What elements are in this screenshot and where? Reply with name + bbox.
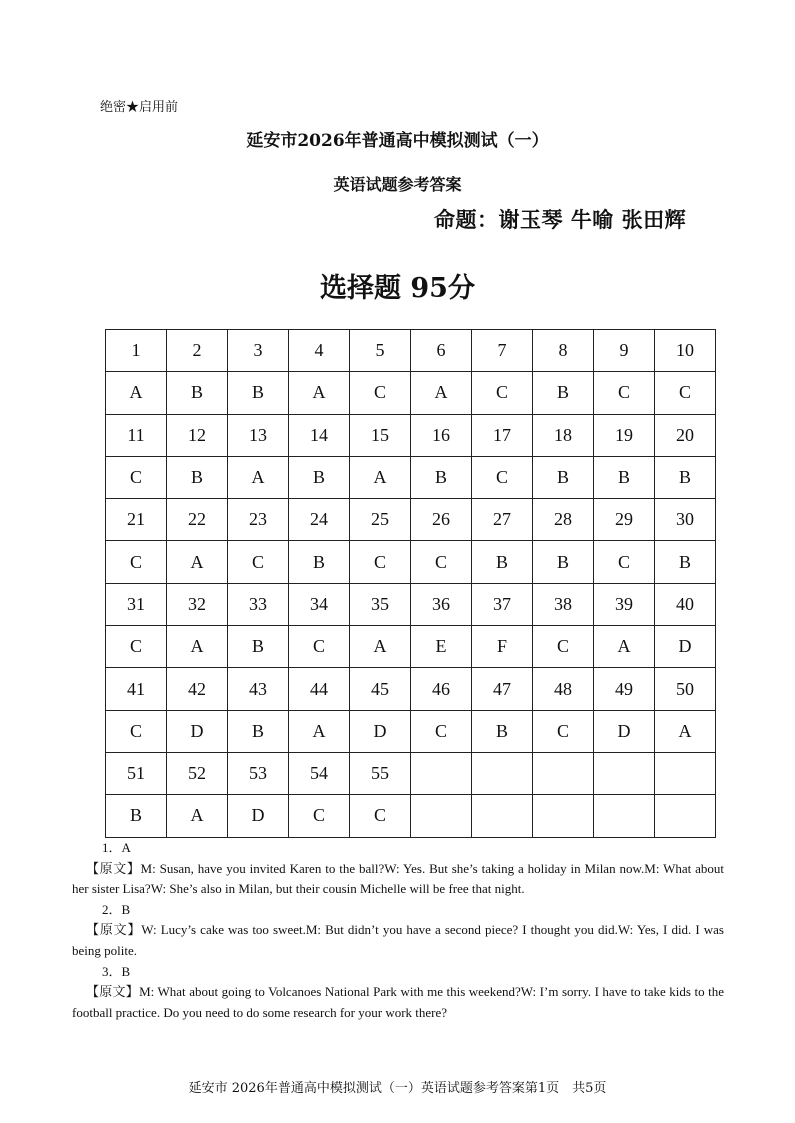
answer-cell: C: [655, 372, 716, 414]
question-number-cell: 41: [106, 668, 167, 710]
answer-cell: A: [167, 626, 228, 668]
question-number-cell: 54: [289, 752, 350, 794]
question-number-cell: 26: [411, 499, 472, 541]
question-number-cell: 1: [106, 330, 167, 372]
answer-cell: C: [350, 795, 411, 837]
question-number-cell: 29: [594, 499, 655, 541]
question-number-cell: 34: [289, 583, 350, 625]
question-number-cell: 14: [289, 414, 350, 456]
answer-cell: A: [106, 372, 167, 414]
question-number-cell: 20: [655, 414, 716, 456]
answer-cell: C: [594, 541, 655, 583]
answer-cell: B: [533, 456, 594, 498]
question-number-cell: 55: [350, 752, 411, 794]
answer-cell: B: [289, 456, 350, 498]
question-number-cell: 37: [472, 583, 533, 625]
answer-cell: C: [533, 710, 594, 752]
answer-cell: C: [472, 456, 533, 498]
question-number-cell: 24: [289, 499, 350, 541]
answer-cell: B: [533, 372, 594, 414]
question-number-cell: 46: [411, 668, 472, 710]
document-subtitle: 英语试题参考答案: [333, 175, 462, 194]
answer-cell: A: [167, 795, 228, 837]
question-number-cell: 44: [289, 668, 350, 710]
question-number-cell: 51: [106, 752, 167, 794]
answer-cell: A: [655, 710, 716, 752]
question-number-row: [106, 752, 716, 794]
question-number-row: [106, 330, 716, 372]
answer-cell: C: [411, 710, 472, 752]
question-number-cell: 23: [228, 499, 289, 541]
question-number-cell: 39: [594, 583, 655, 625]
answer-cell: E: [411, 626, 472, 668]
question-number-cell: 25: [350, 499, 411, 541]
answer-cell: C: [106, 710, 167, 752]
answer-cell: B: [655, 541, 716, 583]
answer-cell: A: [289, 372, 350, 414]
answer-row: [106, 626, 716, 668]
question-number-row: [106, 583, 716, 625]
answer-row: [106, 372, 716, 414]
question-number-cell: 49: [594, 668, 655, 710]
question-number-cell: 5: [350, 330, 411, 372]
answer-cell: C: [472, 372, 533, 414]
question-number-row: [106, 499, 716, 541]
question-number-cell: 33: [228, 583, 289, 625]
answer-cell: F: [472, 626, 533, 668]
question-number-cell: [533, 752, 594, 794]
question-number-cell: 22: [167, 499, 228, 541]
answer-cell: D: [594, 710, 655, 752]
section-title: 选择题 95分: [320, 273, 475, 304]
question-number-cell: 38: [533, 583, 594, 625]
question-number-cell: 40: [655, 583, 716, 625]
page-footer: 延安市 2026年普通高中模拟测试（一）英语试题参考答案第1页 共5页: [188, 1081, 607, 1096]
explanation-text: 【原文】M: Susan, have you invited Karen to the ball?W: Yes. But she’s taking a holiday in Milan now.M: What about her sister Lisa?W: She’s also in Milan, but their cousin Michelle will be free that night.: [72, 860, 724, 897]
answer-cell: A: [289, 710, 350, 752]
question-number-row: [106, 668, 716, 710]
question-number-cell: 27: [472, 499, 533, 541]
answer-cell: D: [228, 795, 289, 837]
question-number-cell: 28: [533, 499, 594, 541]
answer-cell: B: [289, 541, 350, 583]
question-number-cell: 21: [106, 499, 167, 541]
question-number-cell: 52: [167, 752, 228, 794]
answer-cell: C: [350, 541, 411, 583]
answer-cell: [411, 795, 472, 837]
answer-cell: C: [350, 372, 411, 414]
answer-cell: C: [106, 626, 167, 668]
explanation-text: 【原文】W: Lucy’s cake was too sweet.M: But didn’t you have a second piece? I thought you did.W: Yes, I did. I was being polite.: [72, 922, 724, 958]
authors-line: 命题：谢玉琴 牛喻 张田辉: [434, 208, 687, 232]
question-number-cell: 2: [167, 330, 228, 372]
question-number-cell: 36: [411, 583, 472, 625]
answer-cell: A: [594, 626, 655, 668]
answer-cell: [533, 795, 594, 837]
document-title: 延安市2026年普通高中模拟测试（一）: [246, 131, 549, 151]
question-number-cell: 3: [228, 330, 289, 372]
question-number-cell: 11: [106, 414, 167, 456]
answer-cell: [472, 795, 533, 837]
question-number-cell: 10: [655, 330, 716, 372]
question-number-cell: 4: [289, 330, 350, 372]
answer-row: [106, 541, 716, 583]
answer-cell: B: [228, 626, 289, 668]
question-number-cell: 47: [472, 668, 533, 710]
question-number-cell: 45: [350, 668, 411, 710]
question-number-cell: 9: [594, 330, 655, 372]
answer-cell: A: [350, 456, 411, 498]
question-number-cell: 35: [350, 583, 411, 625]
question-number-cell: 6: [411, 330, 472, 372]
question-number-cell: [411, 752, 472, 794]
answer-cell: B: [106, 795, 167, 837]
question-number-cell: 30: [655, 499, 716, 541]
answer-cell: B: [655, 456, 716, 498]
question-number-cell: [594, 752, 655, 794]
answer-cell: C: [289, 795, 350, 837]
answer-cell: C: [106, 541, 167, 583]
question-number-cell: 19: [594, 414, 655, 456]
question-number-cell: 18: [533, 414, 594, 456]
question-number-cell: 15: [350, 414, 411, 456]
question-number-cell: 48: [533, 668, 594, 710]
question-number-cell: 17: [472, 414, 533, 456]
question-number-cell: 53: [228, 752, 289, 794]
answer-cell: C: [106, 456, 167, 498]
answer-cell: B: [228, 372, 289, 414]
answer-cell: A: [350, 626, 411, 668]
answer-cell: B: [533, 541, 594, 583]
answer-cell: B: [411, 456, 472, 498]
question-number-cell: 50: [655, 668, 716, 710]
answer-cell: B: [472, 541, 533, 583]
answer-cell: A: [411, 372, 472, 414]
answer-cell: B: [594, 456, 655, 498]
question-number-cell: 43: [228, 668, 289, 710]
answer-cell: C: [533, 626, 594, 668]
question-number-cell: 31: [106, 583, 167, 625]
answer-cell: B: [472, 710, 533, 752]
answer-cell: C: [411, 541, 472, 583]
answer-row: [106, 795, 716, 837]
question-number-cell: 16: [411, 414, 472, 456]
question-number-cell: 32: [167, 583, 228, 625]
question-number-row: [106, 414, 716, 456]
answer-cell: B: [167, 372, 228, 414]
answer-cell: A: [228, 456, 289, 498]
answer-row: [106, 456, 716, 498]
answer-cell: B: [228, 710, 289, 752]
question-number-cell: [655, 752, 716, 794]
answer-cell: [594, 795, 655, 837]
confidential-mark: 绝密★启用前: [100, 100, 179, 115]
answer-row: [106, 710, 716, 752]
answer-cell: C: [594, 372, 655, 414]
explanation-label: 3．B: [102, 963, 131, 979]
answer-cell: D: [350, 710, 411, 752]
question-number-cell: 7: [472, 330, 533, 372]
question-number-cell: 13: [228, 414, 289, 456]
answer-cell: D: [655, 626, 716, 668]
explanations: [72, 838, 724, 1023]
question-number-cell: 42: [167, 668, 228, 710]
answer-cell: B: [167, 456, 228, 498]
question-number-cell: 12: [167, 414, 228, 456]
question-number-cell: [472, 752, 533, 794]
answer-key-table: [105, 329, 716, 838]
answer-cell: C: [228, 541, 289, 583]
explanation-text: 【原文】M: What about going to Volcanoes National Park with me this weekend?W: I’m sorry. I have to take kids to the football practice. Do you need to do some research for your work there?: [72, 984, 724, 1020]
answer-cell: A: [167, 541, 228, 583]
explanation-label: 1．A: [102, 840, 131, 855]
answer-cell: [655, 795, 716, 837]
answer-cell: C: [289, 626, 350, 668]
explanation-label: 2．B: [102, 901, 131, 917]
question-number-cell: 8: [533, 330, 594, 372]
answer-cell: D: [167, 710, 228, 752]
